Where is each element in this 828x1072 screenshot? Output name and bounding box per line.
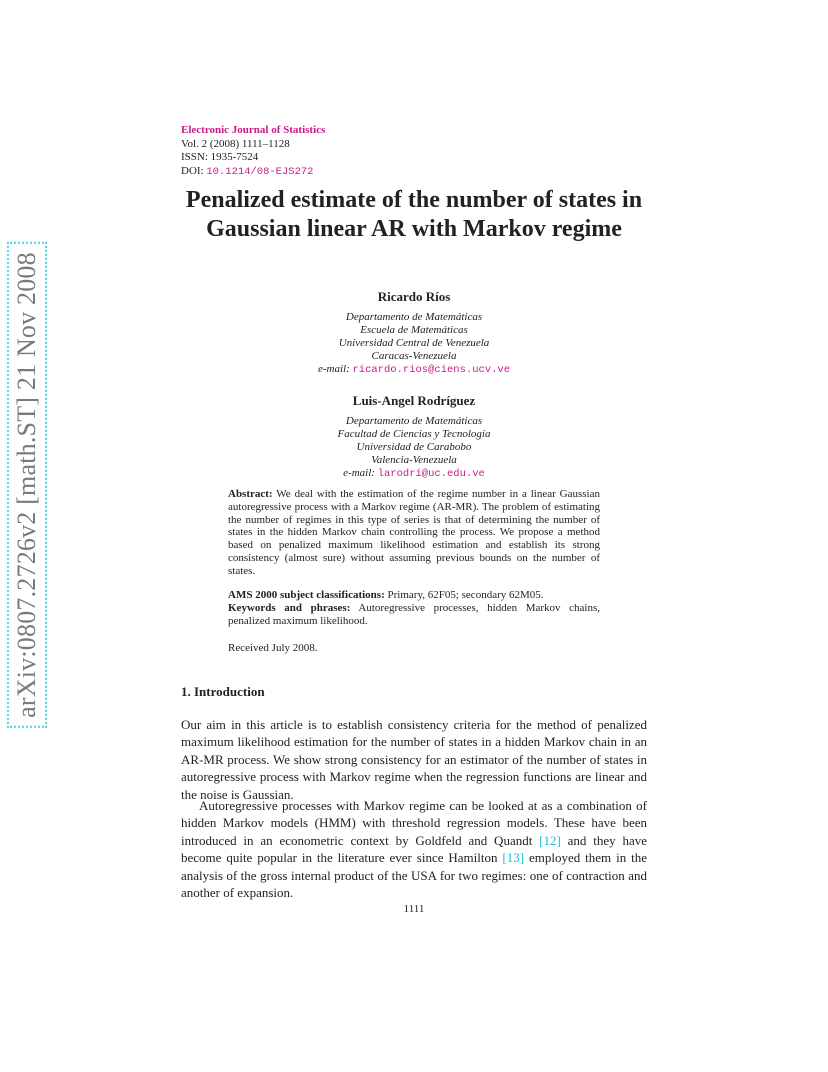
abstract xyxy=(228,488,600,578)
journal-header xyxy=(181,124,325,179)
email-label: e-mail: xyxy=(343,467,375,479)
author-1-email-line xyxy=(0,363,828,377)
affil-line: Escuela de Matemáticas xyxy=(360,324,468,336)
author-2-affiliation xyxy=(0,415,828,481)
page-number: 1111 xyxy=(403,903,425,915)
affil-line: Valencia-Venezuela xyxy=(371,454,457,466)
received-date: Received July 2008. xyxy=(228,642,318,654)
doi-link[interactable]: 10.1214/08-EJS272 xyxy=(206,165,314,178)
affil-line: Caracas-Venezuela xyxy=(371,350,457,362)
author-1-email-link[interactable]: ricardo.rios@ciens.ucv.ve xyxy=(352,364,511,376)
ams-line xyxy=(228,589,600,602)
ams-label: AMS 2000 subject classifications: xyxy=(228,589,385,601)
affil-line: Universidad de Carabobo xyxy=(356,441,472,453)
abstract-label: Abstract: xyxy=(228,488,273,500)
classifications xyxy=(228,589,600,627)
affil-line: Departamento de Matemáticas xyxy=(345,415,483,427)
doi-label: DOI: xyxy=(181,164,204,177)
email-label: e-mail: xyxy=(317,363,350,375)
affil-line: Universidad Central de Venezuela xyxy=(338,337,490,349)
intro-text: Autoregressive processes with Markov regime can be looked at as a combination of hidden Markov models (HMM) with threshold regression models. These have been introduced in an econometric context by Goldfeld and Quandt xyxy=(181,798,647,848)
journal-name[interactable]: Electronic Journal of Statistics xyxy=(181,124,326,136)
author-2-email-line xyxy=(0,467,828,481)
citation-link[interactable]: [12] xyxy=(539,832,561,848)
keywords-line xyxy=(228,602,600,628)
section-heading-introduction: 1. Introduction xyxy=(181,684,265,699)
paper-title: Penalized estimate of the number of states in Gaussian linear AR with Markov regime xyxy=(185,187,643,242)
journal-volume: Vol. 2 (2008) 1111–1128 xyxy=(181,137,290,150)
ams-text: Primary, 62F05; secondary 62M05. xyxy=(387,589,544,601)
author-1-name: Ricardo Ríos xyxy=(377,289,451,304)
arxiv-stamp-text[interactable]: arXiv:0807.2726v2 [math.ST] 21 Nov 2008 xyxy=(7,242,47,728)
author-2-name: Luis-Angel Rodríguez xyxy=(352,393,476,408)
intro-paragraph-1: Our aim in this article is to establish consistency criteria for the method of penalized maximum likelihood estimation for the number of states in a hidden Markov chain in an AR-MR process. We show strong consistency for an estimator of the number of states in autoregressive process with Markov regime when the regression functions are linear and the noise is Gaussian. xyxy=(181,717,647,802)
affil-line: Facultad de Ciencias y Tecnología xyxy=(337,428,491,440)
abstract-text: We deal with the estimation of the regime number in a linear Gaussian autoregressive process with a Markov regime (AR-MR). The problem of estimating the number of regimes in this type of series is that of determining the number of states in the hidden Markov chain controlling the process. We propose a method based on penalized maximum likelihood estimation and establish its strong consistency (almost sure) without assuming previous bounds on the number of states. xyxy=(228,488,600,577)
journal-doi-line xyxy=(181,165,325,180)
citation-link[interactable]: [13] xyxy=(502,850,525,866)
intro-text: and they have become quite popular in the literature ever since Hamilton xyxy=(181,832,647,866)
intro-text: employed them in the analysis of the gross internal product of the USA for two regimes: one of contraction and another of expansion. xyxy=(181,850,647,901)
affil-line: Departamento de Matemáticas xyxy=(345,311,483,323)
keywords-label: Keywords and phrases: xyxy=(228,601,351,614)
keywords-text: Autoregressive processes, hidden Markov chains, penalized maximum likelihood. xyxy=(228,601,601,627)
intro-paragraph-2 xyxy=(181,797,647,901)
author-2-email-link[interactable]: larodri@uc.edu.ve xyxy=(377,468,485,480)
author-1-affiliation xyxy=(0,311,828,377)
journal-issn: ISSN: 1935-7524 xyxy=(181,151,259,163)
